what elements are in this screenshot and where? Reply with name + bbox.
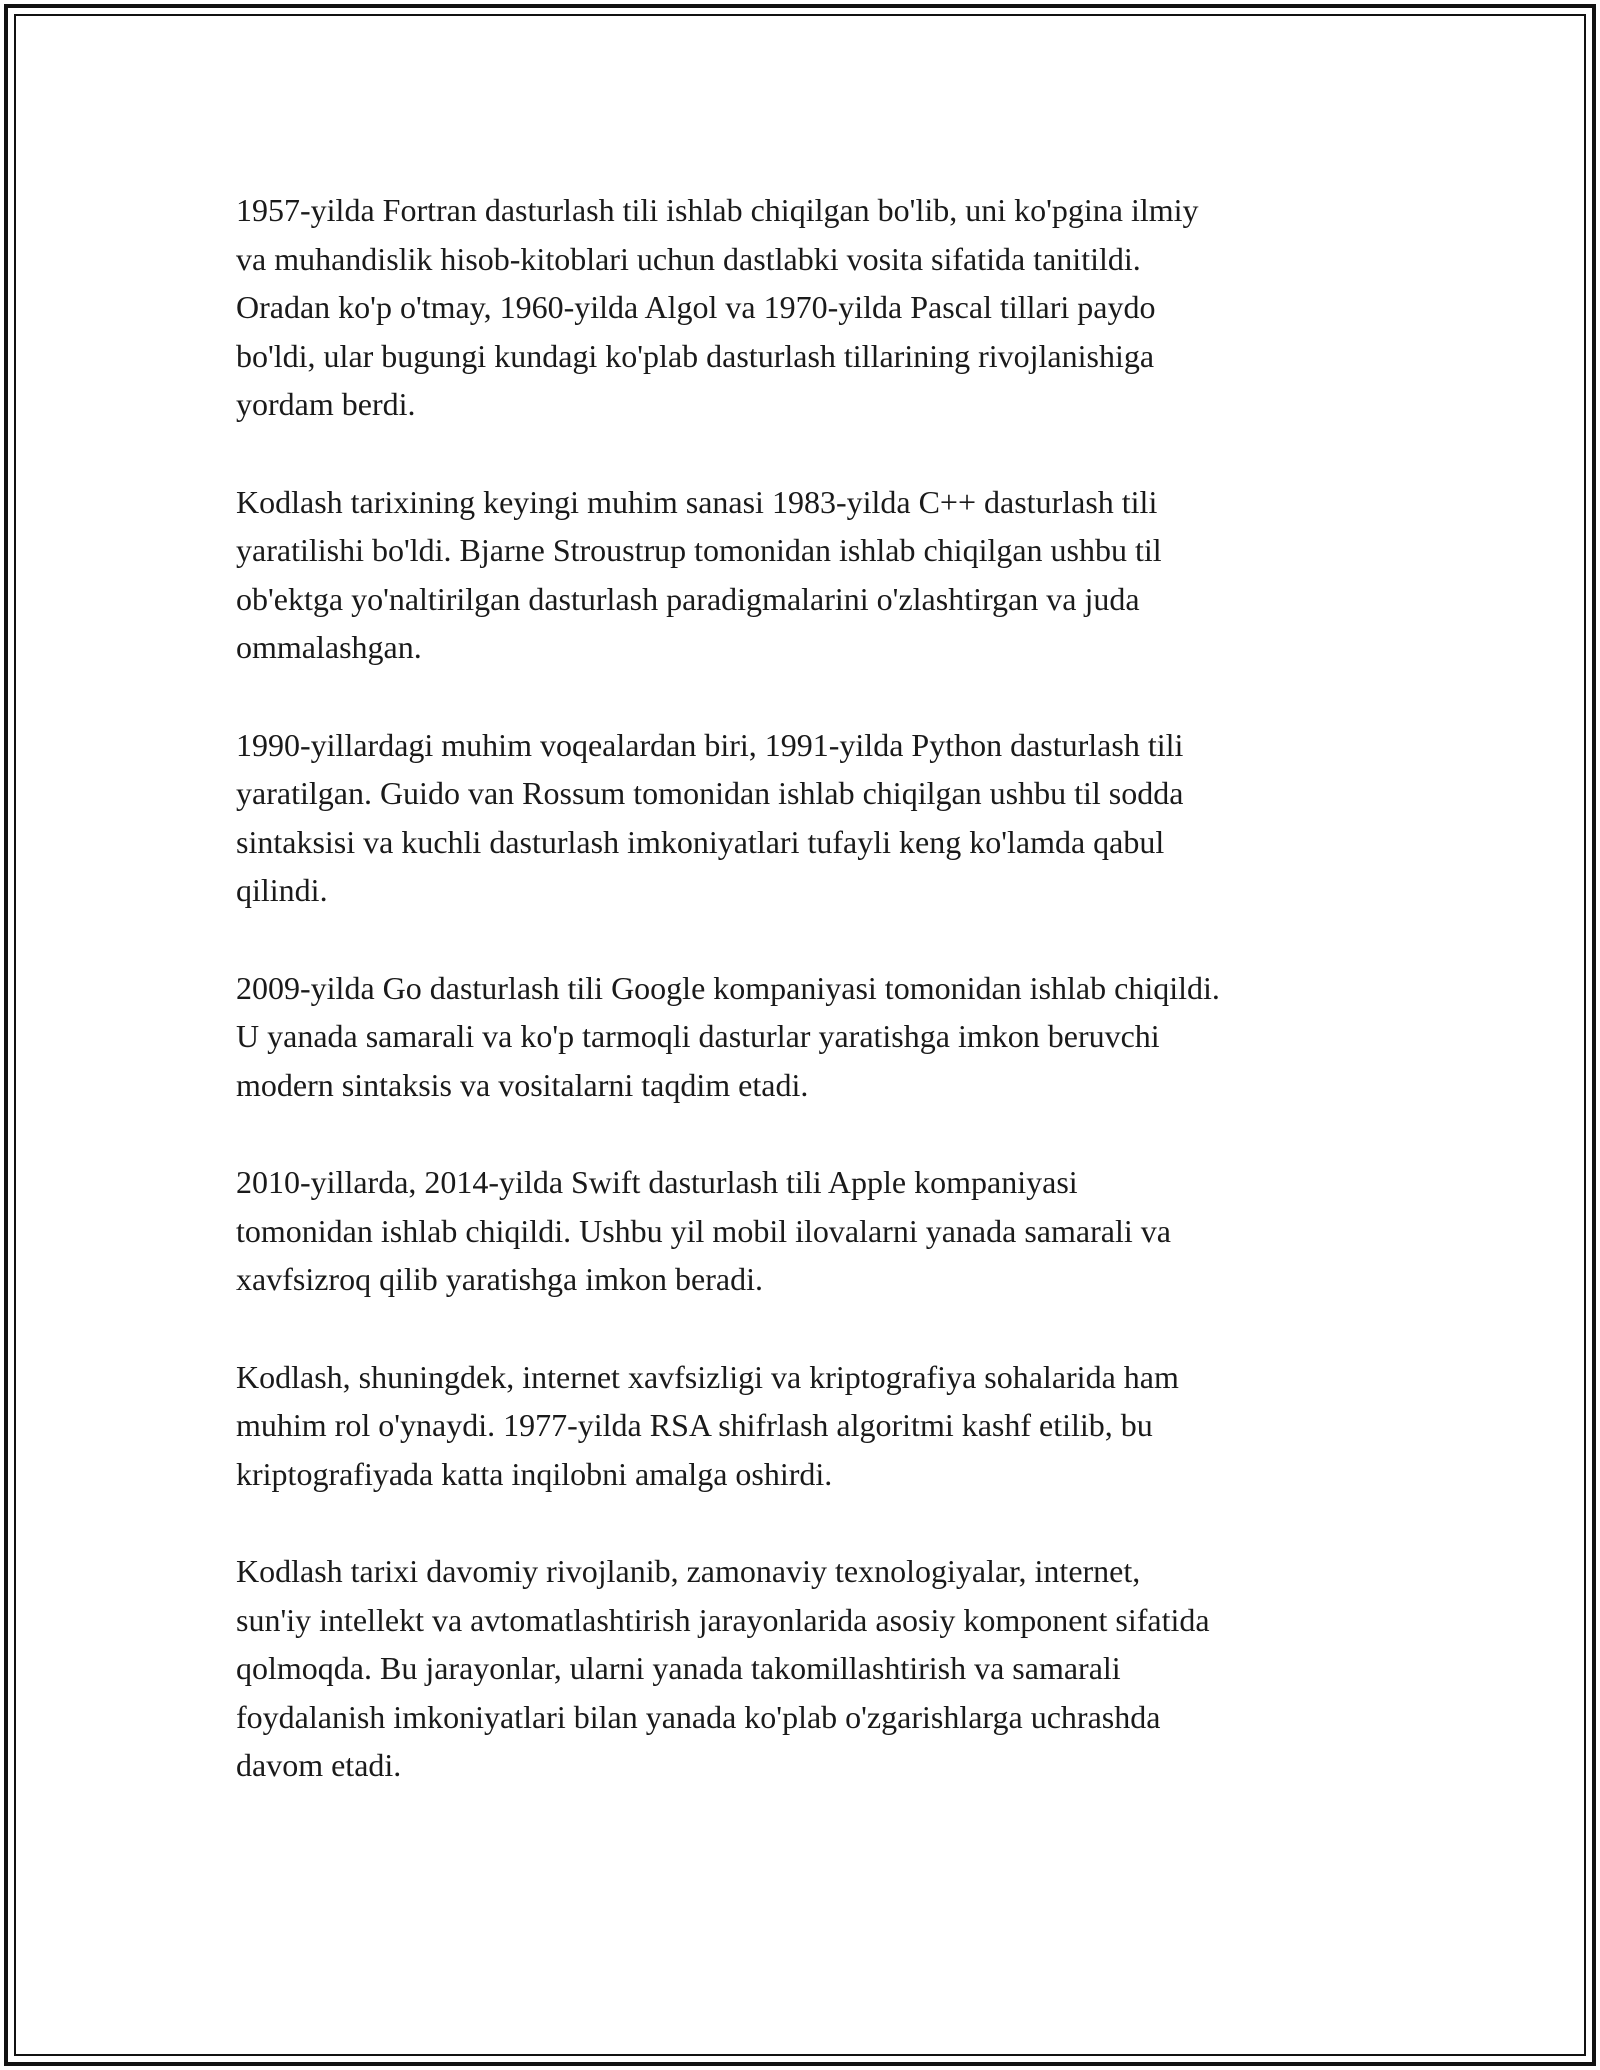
- paragraph-conclusion: Kodlash tarixi davomiy rivojlanib, zamonaviy texnologiyalar, internet, sun'iy intellekt va avtomatlashtirish jarayonlarida asosiy komponent sifatida qolmoqda. Bu jarayonlar, ularni yanada takomillashtirish va samarali foydalanish imkoniyatlari bilan yanada ko'plab o'zgarishlarga uchrashda davom etadi.: [236, 1553, 1210, 1783]
- paragraph-cryptography-history: Kodlash, shuningdek, internet xavfsizligi va kriptografiya sohalarida ham muhim rol o'ynaydi. 1977-yilda RSA shifrlash algoritmi kashf etilib, bu kriptografiyada katta inqilobni amalga oshirdi.: [236, 1358, 1179, 1492]
- paragraph-python-history: 1990-yillardagi muhim voqealardan biri, 1991-yilda Python dasturlash tili yaratilgan. Guido van Rossum tomonidan ishlab chiqilgan ushbu til sodda sintaksisi va kuchli dasturlash imkoniyatlari tufayli keng ko'lamda qabul qilindi.: [236, 726, 1184, 908]
- document-body: [236, 186, 1386, 1839]
- paragraph-cpp-history: Kodlash tarixining keyingi muhim sanasi 1983-yilda C++ dasturlash tili yaratilishi bo'ldi. Bjarne Stroustrup tomonidan ishlab chiqilgan ushbu til ob'ektga yo'naltirilgan dasturlash paradigmalarini o'zlashtirgan va juda ommalashgan.: [236, 483, 1162, 665]
- paragraph-go-history: 2009-yilda Go dasturlash tili Google kompaniyasi tomonidan ishlab chiqildi. U yanada samarali va ko'p tarmoqli dasturlar yaratishga imkon beruvchi modern sintaksis va vositalarni taqdim etadi.: [236, 969, 1220, 1103]
- paragraph-fortran-history: 1957-yilda Fortran dasturlash tili ishlab chiqilgan bo'lib, uni ko'pgina ilmiy va muhandislik hisob-kitoblari uchun dastlabki vosita sifatida tanitildi. Oradan ko'p o'tmay, 1960-yilda Algol va 1970-yilda Pascal tillari paydo bo'ldi, ular bugungi kundagi ko'plab dasturlash tillarining rivojlanishiga yordam berdi.: [236, 192, 1199, 422]
- paragraph-swift-history: 2010-yillarda, 2014-yilda Swift dasturlash tili Apple kompaniyasi tomonidan ishlab chiqildi. Ushbu yil mobil ilovalarni yanada samarali va xavfsizroq qilib yaratishga imkon beradi.: [236, 1164, 1171, 1297]
